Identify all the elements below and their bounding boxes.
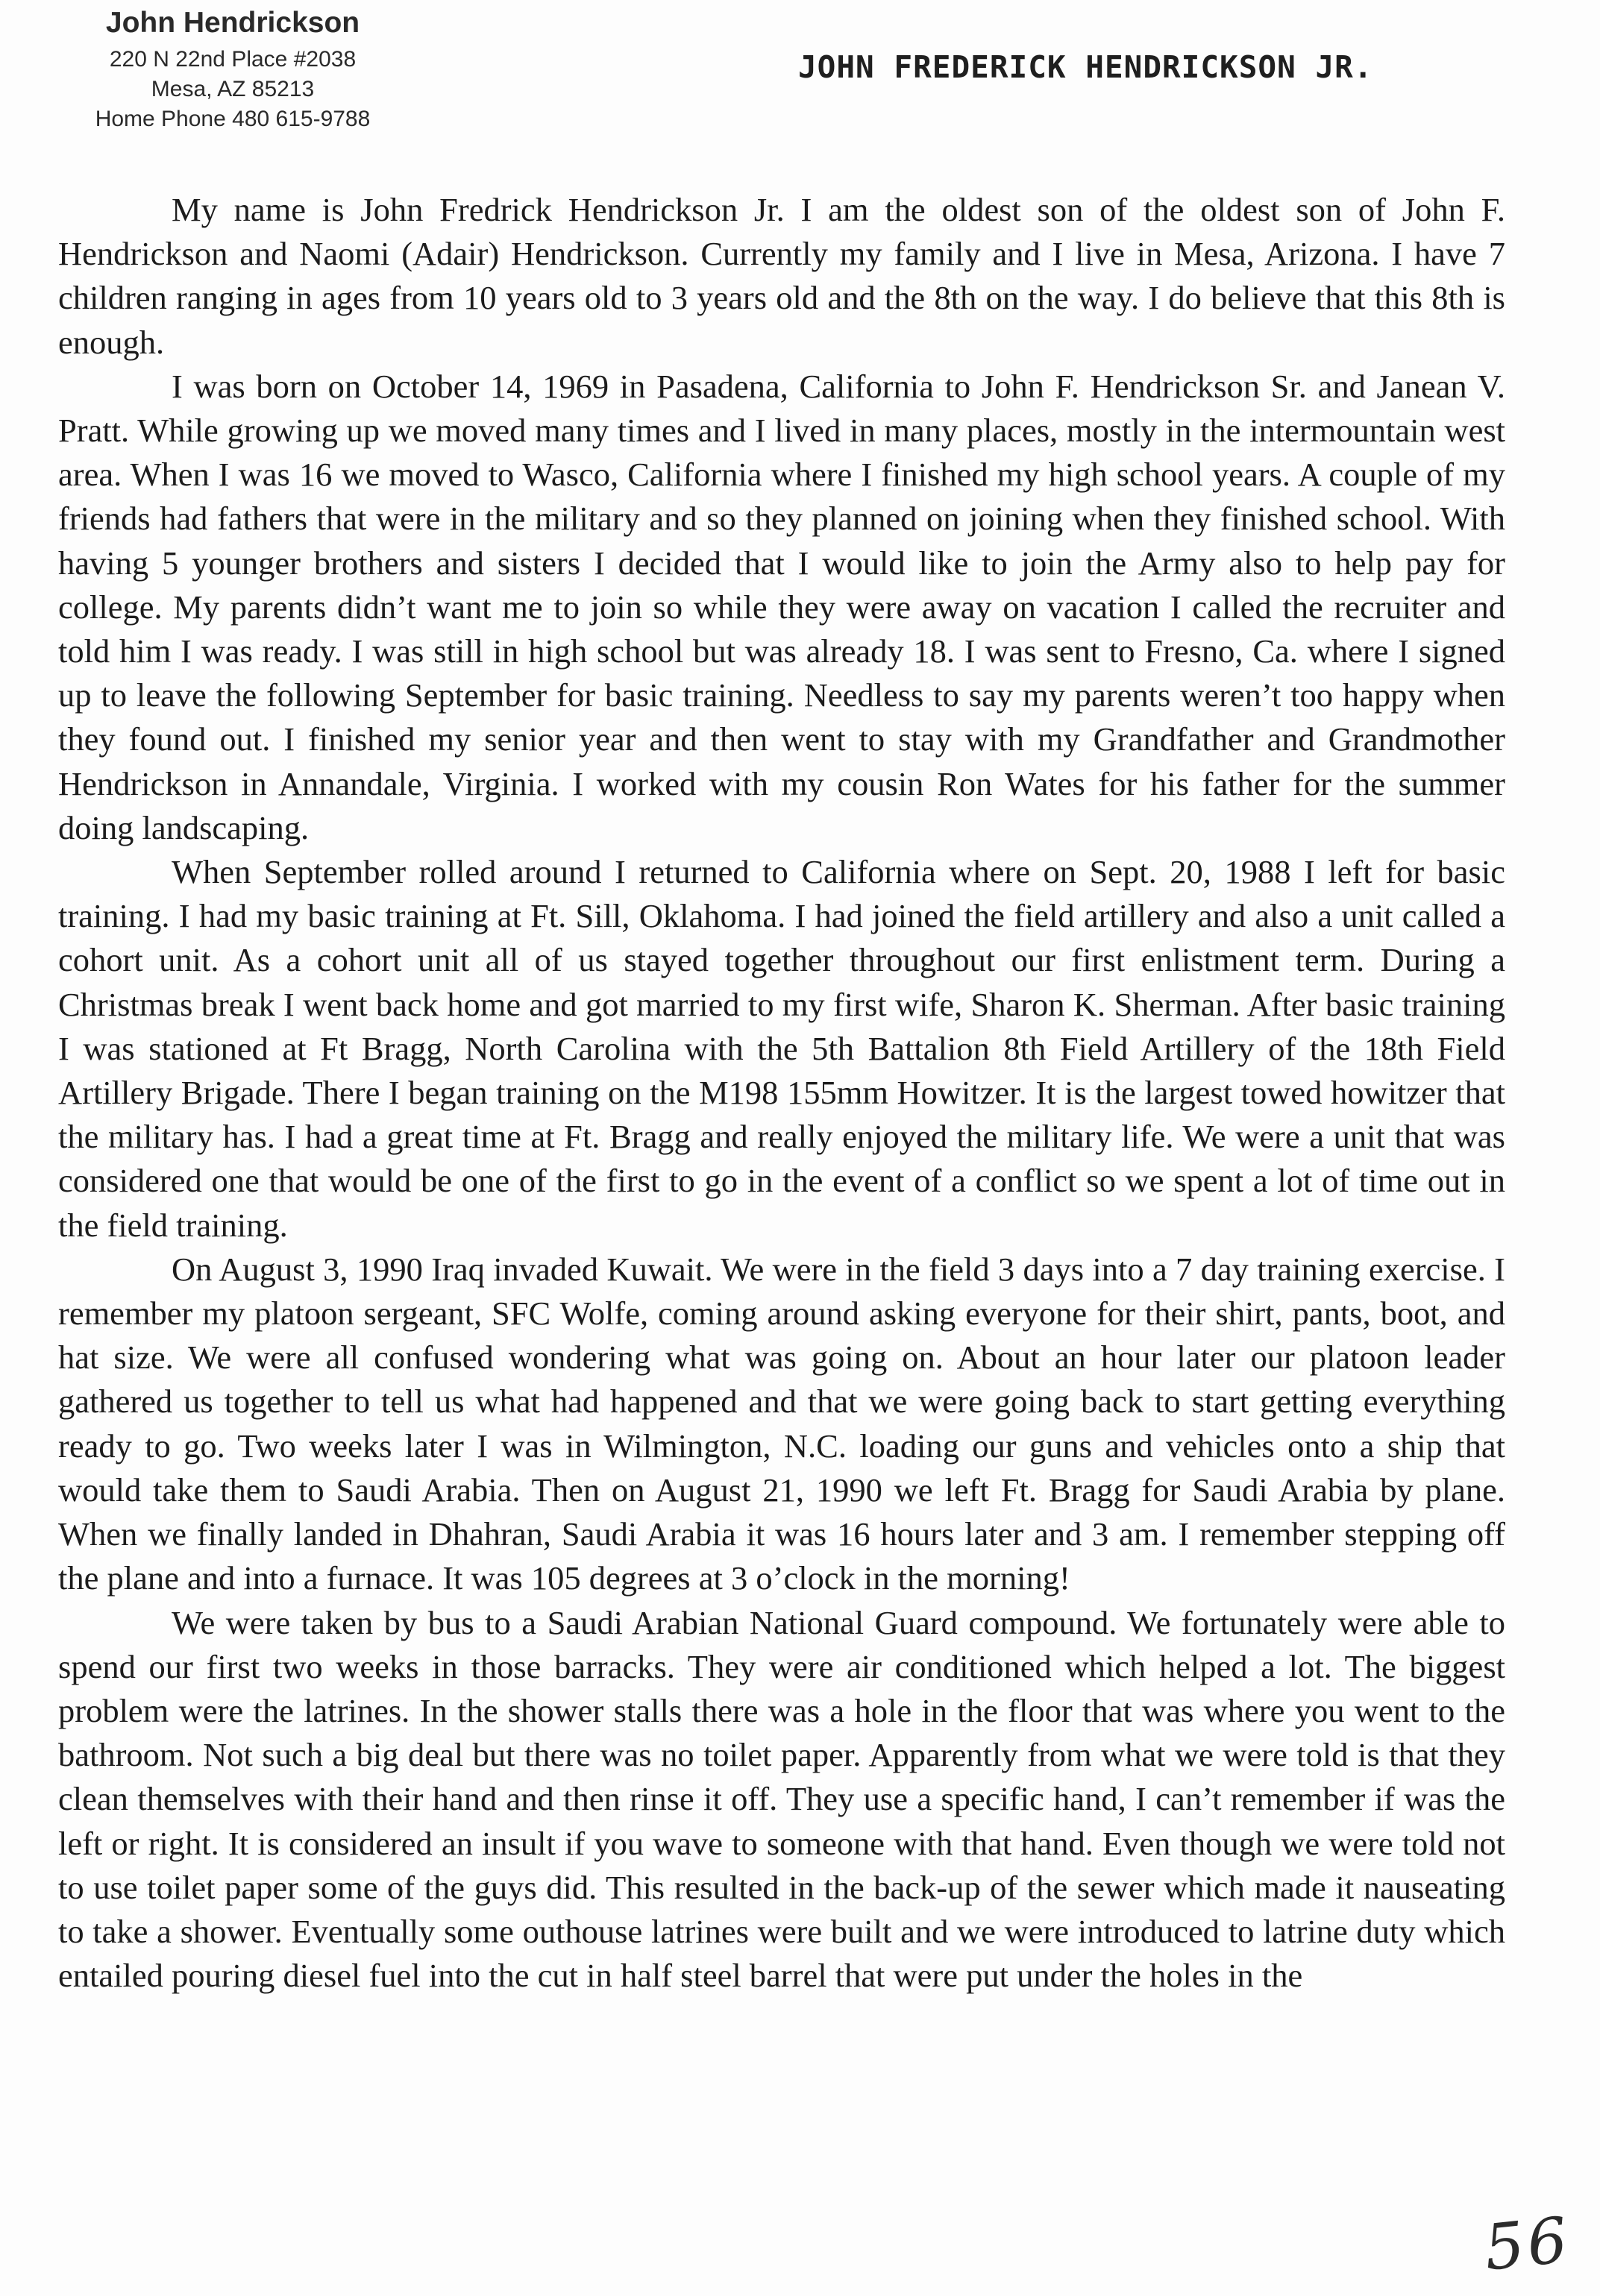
sender-address-line2: Mesa, AZ 85213 — [151, 77, 315, 101]
sender-block — [46, 4, 419, 134]
paragraph-basic-training: When September rolled around I returned to California where on Sept. 20, 1988 I left for basic training. I had my basic training at Ft. Sill, Oklahoma. I had joined the field artillery and also a unit called a cohort unit. As a cohort unit all of us stayed together throughout our first enlistment term. During a Christmas break I went back home and got married to my first wife, Sharon K. Sherman. After basic training I was stationed at Ft Bragg, North Carolina with the 5th Battalion 8th Field Artillery of the 18th Field Artillery Brigade. There I began training on the M198 155mm Howitzer. It is the largest towed howitzer that the military has. I had a great time at Ft. Bragg and really enjoyed the military life. We were a unit that was considered one that would be one of the first to go in the event of a conflict so we spent a lot of time out in the field training. — [58, 853, 1505, 1244]
sender-phone: Home Phone 480 615-9788 — [95, 107, 371, 131]
document-title: JOHN FREDERICK HENDRICKSON JR. — [798, 49, 1373, 85]
paragraph-saudi-compound: We were taken by bus to a Saudi Arabian National Guard compound. We fortunately were able to spend our first two weeks in those barracks. They were air conditioned which helped a lot. The biggest problem were the latrines. In the shower stalls there was a hole in the floor that was where you went to the bathroom. Not such a big deal but there was no toilet paper. Apparently from what we were told is that they clean themselves with their hand and then rinse it off. They use a specific hand, I can’t remember if was the left or right. It is considered an insult if you wave to someone with that hand. Even though we were told not to use toilet paper some of the guys did. This resulted in the back-up of the sewer which made it nauseating to take a shower. Eventually some outhouse latrines were built and we were introduced to latrine duty which entailed pouring diesel fuel into the cut in half steel barrel that were put under the holes in the — [58, 1603, 1505, 1995]
handwritten-page-number: 56 — [1481, 2203, 1574, 2285]
sender-address-line1: 220 N 22nd Place #2038 — [109, 47, 357, 72]
paragraph-childhood: I was born on October 14, 1969 in Pasadena, California to John F. Hendrickson Sr. and Janean V. Pratt. While growing up we moved many times and I lived in many places, mostly in the intermountain west area. When I was 16 we moved to Wasco, California where I finished my high school years. A couple of my friends had fathers that were in the military and so they planned on joining when they finished school. With having 5 younger brothers and sisters I decided that I would like to join the Army also to help pay for college. My parents didn’t want me to join so while they were away on vacation I called the recruiter and told him I was ready. I was still in high school but was already 18. I was sent to Fresno, Ca. where I signed up to leave the following September for basic training. Needless to say my parents weren’t too happy when they found out. I finished my senior year and then went to stay with my Grandfather and Grandmother Hendrickson in Annandale, Virginia. I worked with my cousin Ron Wates for his father for the summer doing landscaping. — [58, 367, 1505, 846]
paragraph-deployment: On August 3, 1990 Iraq invaded Kuwait. We were in the field 3 days into a 7 day training exercise. I remember my platoon sergeant, SFC Wolfe, coming around asking everyone for their shirt, pants, boot, and hat size. We were all confused wondering what was going on. About an hour later our platoon leader gathered us together to tell us what had happened and that we were going back to start getting everything ready to go. Two weeks later I was in Wilmington, N.C. loading our guns and vehicles onto a ship that would take them to Saudi Arabia. Then on August 21, 1990 we left Ft. Bragg for Saudi Arabia by plane. When we finally landed in Dhahran, Saudi Arabia it was 16 hours later and 3 am. I remember stepping off the plane and into a furnace. It was 105 degrees at 3 o’clock in the morning! — [58, 1250, 1505, 1597]
document-body — [58, 188, 1505, 1998]
sender-name: John Hendrickson — [105, 7, 360, 39]
paragraph-intro: My name is John Fredrick Hendrickson Jr. I am the oldest son of the oldest son of John F. Hendrickson and Naomi (Adair) Hendrickson. Currently my family and I live in Mesa, Arizona. I have 7 children ranging in ages from 10 years old to 3 years old and the 8th on the way. I do believe that this 8th is enough. — [58, 191, 1505, 361]
